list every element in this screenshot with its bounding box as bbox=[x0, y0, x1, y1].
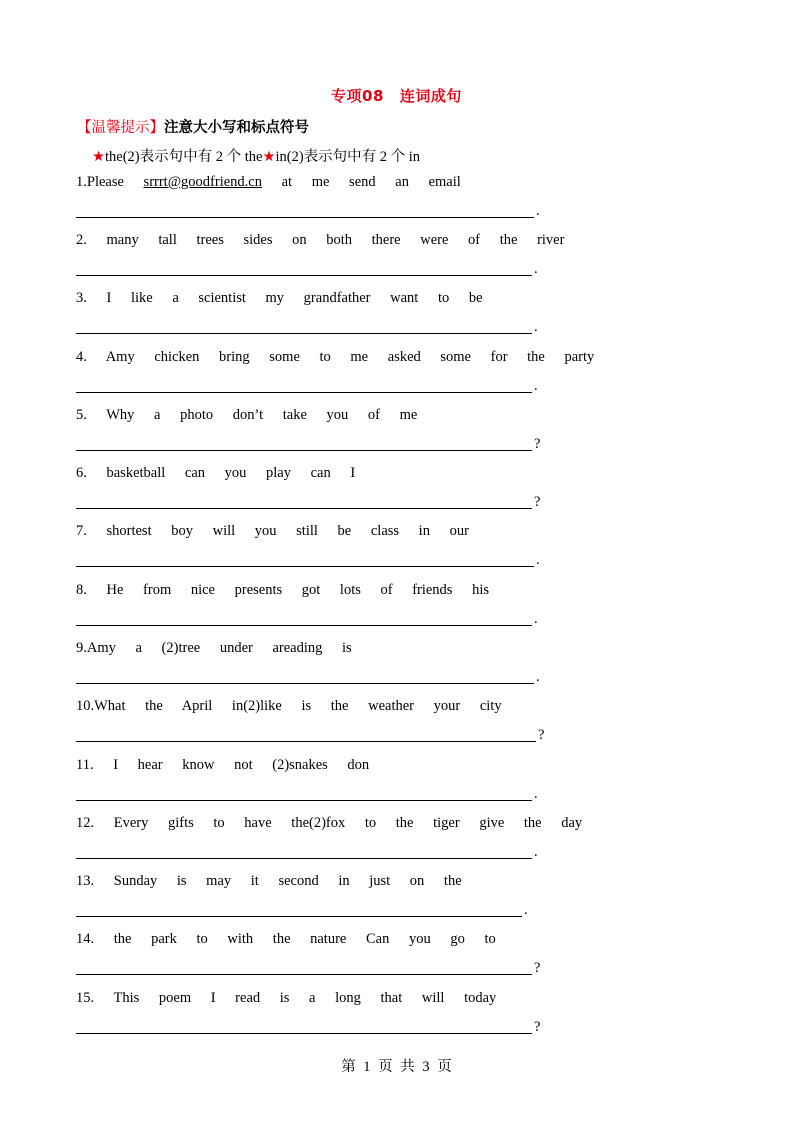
question-words: He from nice presents got lots of friends his bbox=[86, 582, 490, 598]
answer-blank[interactable] bbox=[76, 786, 532, 801]
answer-blank[interactable] bbox=[76, 844, 532, 859]
question-number: 8. bbox=[76, 582, 87, 598]
question-6 bbox=[76, 465, 355, 482]
title-section-number: 专项08 bbox=[331, 87, 384, 105]
answer-line-14[interactable] bbox=[76, 960, 540, 975]
answer-punctuation: . bbox=[536, 203, 540, 219]
answer-punctuation: . bbox=[534, 319, 538, 335]
answer-punctuation: . bbox=[524, 902, 528, 918]
note-line bbox=[92, 145, 420, 166]
answer-blank[interactable] bbox=[76, 727, 536, 742]
answer-blank[interactable] bbox=[76, 494, 532, 509]
answer-blank[interactable] bbox=[76, 378, 532, 393]
question-words: Why a photo don’t take you of me bbox=[86, 407, 418, 423]
answer-blank[interactable] bbox=[76, 611, 532, 626]
question-words: many tall trees sides on both there were of the river bbox=[86, 232, 565, 248]
question-11 bbox=[76, 757, 369, 774]
question-1 bbox=[76, 174, 461, 191]
answer-line-7[interactable] bbox=[76, 552, 540, 567]
answer-line-4[interactable] bbox=[76, 378, 538, 393]
tip-text: 注意大小写和标点符号 bbox=[164, 120, 309, 136]
question-number: 10. bbox=[76, 698, 95, 714]
question-10 bbox=[76, 698, 502, 715]
question-12 bbox=[76, 815, 582, 832]
answer-line-6[interactable] bbox=[76, 494, 540, 509]
question-number: 7. bbox=[76, 523, 87, 539]
answer-punctuation: ? bbox=[534, 960, 541, 976]
question-number: 9. bbox=[76, 640, 87, 656]
answer-punctuation: ? bbox=[534, 1019, 541, 1035]
question-words-pre: Please bbox=[86, 174, 144, 190]
answer-line-3[interactable] bbox=[76, 319, 538, 334]
question-3 bbox=[76, 290, 483, 307]
answer-punctuation: . bbox=[536, 552, 540, 568]
question-5 bbox=[76, 407, 417, 424]
answer-punctuation: ? bbox=[534, 436, 541, 452]
star-icon: ★ bbox=[92, 149, 105, 165]
page-footer: 第 1 页 共 3 页 bbox=[341, 1059, 452, 1075]
question-8 bbox=[76, 582, 489, 599]
answer-punctuation: ? bbox=[538, 727, 545, 743]
question-words: at me send an email bbox=[262, 174, 461, 190]
answer-punctuation: . bbox=[534, 844, 538, 860]
question-number: 3. bbox=[76, 290, 87, 306]
question-words: What the April in(2)like is the weather your city bbox=[94, 698, 502, 714]
answer-blank[interactable] bbox=[76, 203, 534, 218]
question-words: Every gifts to have the(2)fox to the tiger give the day bbox=[94, 815, 583, 831]
answer-line-12[interactable] bbox=[76, 844, 538, 859]
question-number: 12. bbox=[76, 815, 95, 831]
question-number: 11. bbox=[76, 757, 94, 773]
answer-line-5[interactable] bbox=[76, 436, 540, 451]
answer-line-1[interactable] bbox=[76, 203, 540, 218]
tip-label: 【温馨提示】 bbox=[77, 120, 164, 136]
question-number: 1. bbox=[76, 174, 87, 190]
question-words: Sunday is may it second in just on the bbox=[94, 873, 462, 889]
question-15 bbox=[76, 990, 496, 1007]
note-text-in: in(2)表示句中有 2 个 in bbox=[275, 149, 421, 165]
question-words: Amy chicken bring some to me asked some for the party bbox=[86, 349, 595, 365]
answer-punctuation: ? bbox=[534, 494, 541, 510]
answer-line-2[interactable] bbox=[76, 261, 538, 276]
question-words: shortest boy will you still be class in our bbox=[86, 523, 469, 539]
question-number: 5. bbox=[76, 407, 87, 423]
answer-line-9[interactable] bbox=[76, 669, 540, 684]
question-number: 4. bbox=[76, 349, 87, 365]
star-icon: ★ bbox=[262, 149, 276, 165]
answer-line-11[interactable] bbox=[76, 786, 538, 801]
title-section-name: 连词成句 bbox=[399, 87, 462, 105]
answer-blank[interactable] bbox=[76, 319, 532, 334]
note-text-the: the(2)表示句中有 2 个 the bbox=[105, 149, 263, 165]
page-title bbox=[0, 85, 793, 106]
answer-line-13[interactable] bbox=[76, 902, 528, 917]
question-9 bbox=[76, 640, 352, 657]
question-words: basketball can you play can I bbox=[86, 465, 356, 481]
question-words: This poem I read is a long that will today bbox=[94, 990, 497, 1006]
question-14 bbox=[76, 931, 496, 948]
email-address: srrrt@goodfriend.cn bbox=[143, 174, 262, 190]
answer-blank[interactable] bbox=[76, 552, 534, 567]
question-13 bbox=[76, 873, 462, 890]
question-4 bbox=[76, 349, 594, 366]
question-7 bbox=[76, 523, 469, 540]
question-words: the park to with the nature Can you go to bbox=[94, 931, 496, 947]
answer-blank[interactable] bbox=[76, 669, 534, 684]
answer-blank[interactable] bbox=[76, 436, 532, 451]
question-number: 6. bbox=[76, 465, 87, 481]
question-2 bbox=[76, 232, 564, 249]
question-number: 14. bbox=[76, 931, 95, 947]
answer-line-15[interactable] bbox=[76, 1019, 540, 1034]
question-number: 2. bbox=[76, 232, 87, 248]
answer-punctuation: . bbox=[536, 669, 540, 685]
question-words: I like a scientist my grandfather want to be bbox=[86, 290, 483, 306]
question-number: 13. bbox=[76, 873, 95, 889]
question-words: Amy a (2)tree under areading is bbox=[86, 640, 352, 656]
answer-blank[interactable] bbox=[76, 1019, 532, 1034]
answer-punctuation: . bbox=[534, 378, 538, 394]
answer-punctuation: . bbox=[534, 786, 538, 802]
answer-punctuation: . bbox=[534, 261, 538, 277]
answer-blank[interactable] bbox=[76, 902, 522, 917]
question-number: 15. bbox=[76, 990, 95, 1006]
answer-blank[interactable] bbox=[76, 960, 532, 975]
tip-line bbox=[77, 116, 309, 137]
answer-blank[interactable] bbox=[76, 261, 532, 276]
answer-punctuation: . bbox=[534, 611, 538, 627]
answer-line-10[interactable] bbox=[76, 727, 544, 742]
question-words: I hear know not (2)snakes don bbox=[93, 757, 370, 773]
answer-line-8[interactable] bbox=[76, 611, 538, 626]
